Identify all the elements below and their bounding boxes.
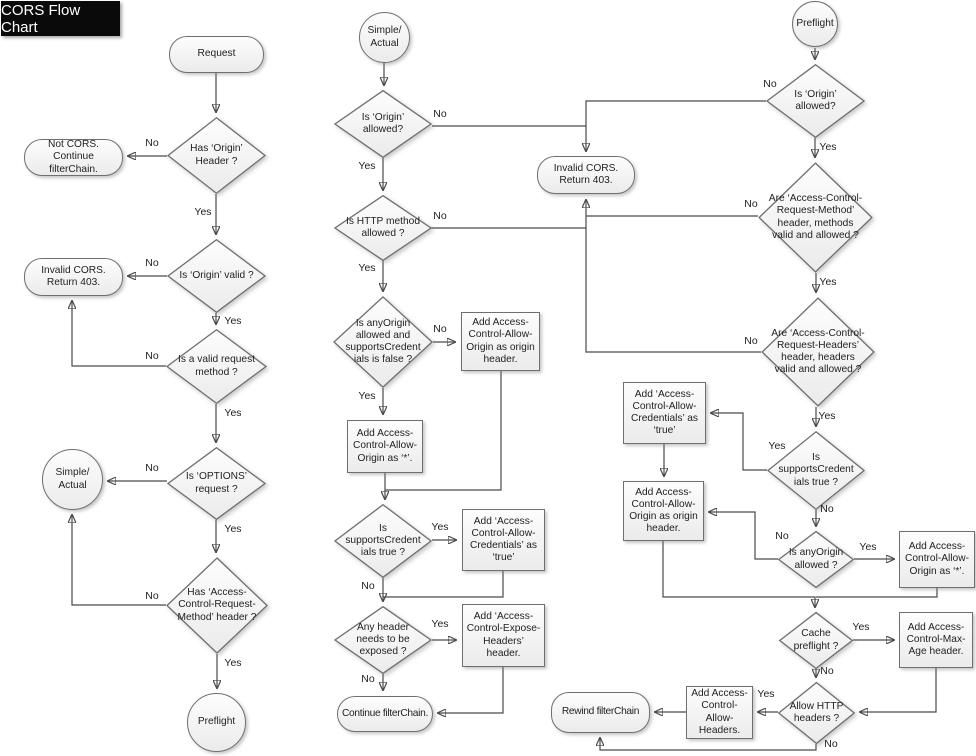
add-acao-star-box-middle: Add Access-Control-Allow-Origin as ‘*’. xyxy=(347,420,423,473)
edge-label-no: No xyxy=(820,665,834,677)
allow-http-headers-decision: Allow HTTP headers ? xyxy=(778,682,855,744)
add-acao-origin-header-box-right: Add Access-Control-Allow-Origin as origin header. xyxy=(623,481,704,541)
acrm-methods-valid-decision: Are ‘Access-Control-Request-Method’ header, methods valid and allowed ? xyxy=(758,162,873,273)
edge-label-no: No xyxy=(145,137,159,149)
edge-label-yes: Yes xyxy=(852,621,870,633)
edge-label-no: No xyxy=(763,78,777,90)
edge-label-yes: Yes xyxy=(358,160,376,172)
edge-label-no: No xyxy=(744,335,758,347)
is-http-method-allowed-decision: Is HTTP method allowed ? xyxy=(334,195,432,261)
add-expose-headers-box: Add ‘Access-Control-Expose-Headers’ header. xyxy=(462,604,545,667)
edge-label-no: No xyxy=(361,580,375,592)
acrh-headers-valid-decision: Are ‘Access-Control-Request-Headers’ header, headers valid and allowed ? xyxy=(761,297,875,407)
edge-label-yes: Yes xyxy=(431,521,449,533)
is-options-request-decision: Is ‘OPTIONS’ request ? xyxy=(167,447,266,520)
edge-label-no: No xyxy=(433,323,447,335)
rewind-filterchain-terminator: Rewind filterChain xyxy=(551,692,650,733)
edge-label-no: No xyxy=(824,738,838,750)
has-acrm-header-decision: Has ‘Access-Control-Request-Method’ header ? xyxy=(166,557,268,654)
edge-label-no: No xyxy=(433,210,447,222)
edge-label-no: No xyxy=(145,257,159,269)
is-origin-allowed-decision-right: Is ‘Origin’ allowed? xyxy=(766,64,865,138)
edge-label-yes: Yes xyxy=(768,440,786,452)
edge-label-yes: Yes xyxy=(819,276,837,288)
simple-actual-circle-left: Simple/ Actual xyxy=(42,449,103,510)
edge-label-no: No xyxy=(145,590,159,602)
edge-label-yes: Yes xyxy=(757,688,775,700)
add-acao-origin-header-box-middle: Add Access-Control-Allow-Origin as origin header. xyxy=(461,312,540,371)
supports-credentials-decision-middle: Is supportsCredent ials true ? xyxy=(334,504,432,578)
edge-label-yes: Yes xyxy=(224,315,242,327)
edge-label-no: No xyxy=(433,108,447,120)
cache-preflight-decision: Cache preflight ? xyxy=(779,612,853,669)
add-acac-true-box-right: Add ‘Access-Control-Allow-Credentials’ as ‘true’ xyxy=(623,382,706,444)
edge-label-yes: Yes xyxy=(358,390,376,402)
request-terminator: Request xyxy=(169,36,264,73)
add-max-age-header-box: Add Access-Control-Max-Age header. xyxy=(899,612,973,668)
invalid-cors-terminator-middle: Invalid CORS. Return 403. xyxy=(537,156,635,194)
edge-label-yes: Yes xyxy=(818,410,836,422)
edge-label-no: No xyxy=(145,350,159,362)
not-cors-terminator: Not CORS. Continue filterChain. xyxy=(24,139,123,176)
edge-label-yes: Yes xyxy=(819,141,837,153)
edge-label-yes: Yes xyxy=(431,618,449,630)
preflight-circle-left: Preflight xyxy=(187,693,246,752)
edge-label-no: No xyxy=(145,462,159,474)
simple-actual-circle-middle: Simple/ Actual xyxy=(359,12,410,63)
add-acac-true-box-middle: Add ‘Access-Control-Allow-Credentials’ as ‘true’ xyxy=(462,509,545,571)
edge-label-no: No xyxy=(744,198,758,210)
edge-label-yes: Yes xyxy=(859,541,877,553)
edge-label-yes: Yes xyxy=(224,657,242,669)
is-origin-valid-decision: Is ‘Origin’ valid ? xyxy=(167,239,266,313)
edge-label-no: No xyxy=(820,503,834,515)
anyorigin-supportscred-false-decision: Is anyOrigin allowed and supportsCredent ials is false ? xyxy=(333,296,433,388)
edge-label-yes: Yes xyxy=(194,206,212,218)
has-origin-header-decision: Has ‘Origin’ Header ? xyxy=(167,117,266,194)
valid-request-method-decision: Is a valid request method ? xyxy=(166,329,267,404)
any-header-exposed-decision: Any header needs to be exposed ? xyxy=(334,606,432,674)
add-allow-headers-box: Add Access-Control-Allow-Headers. xyxy=(686,686,753,739)
is-origin-allowed-decision-middle: Is ‘Origin’ allowed? xyxy=(334,90,432,158)
is-anyorigin-allowed-decision: Is anyOrigin allowed ? xyxy=(778,531,854,588)
chart-title: CORS Flow Chart xyxy=(1,1,120,36)
edge-label-no: No xyxy=(775,530,789,542)
edge-label-yes: Yes xyxy=(224,407,242,419)
edge-label-no: No xyxy=(361,673,375,685)
continue-filterchain-terminator: Continue filterChain. xyxy=(337,696,433,732)
supports-credentials-decision-right: Is supportsCredent ials true ? xyxy=(767,431,865,510)
edge-label-yes: Yes xyxy=(224,523,242,535)
invalid-cors-terminator-left: Invalid CORS. Return 403. xyxy=(24,258,123,296)
edge-label-yes: Yes xyxy=(358,262,376,274)
add-acao-star-box-right: Add Access-Control-Allow-Origin as ‘*’. xyxy=(899,531,975,588)
preflight-circle-right: Preflight xyxy=(792,1,838,47)
